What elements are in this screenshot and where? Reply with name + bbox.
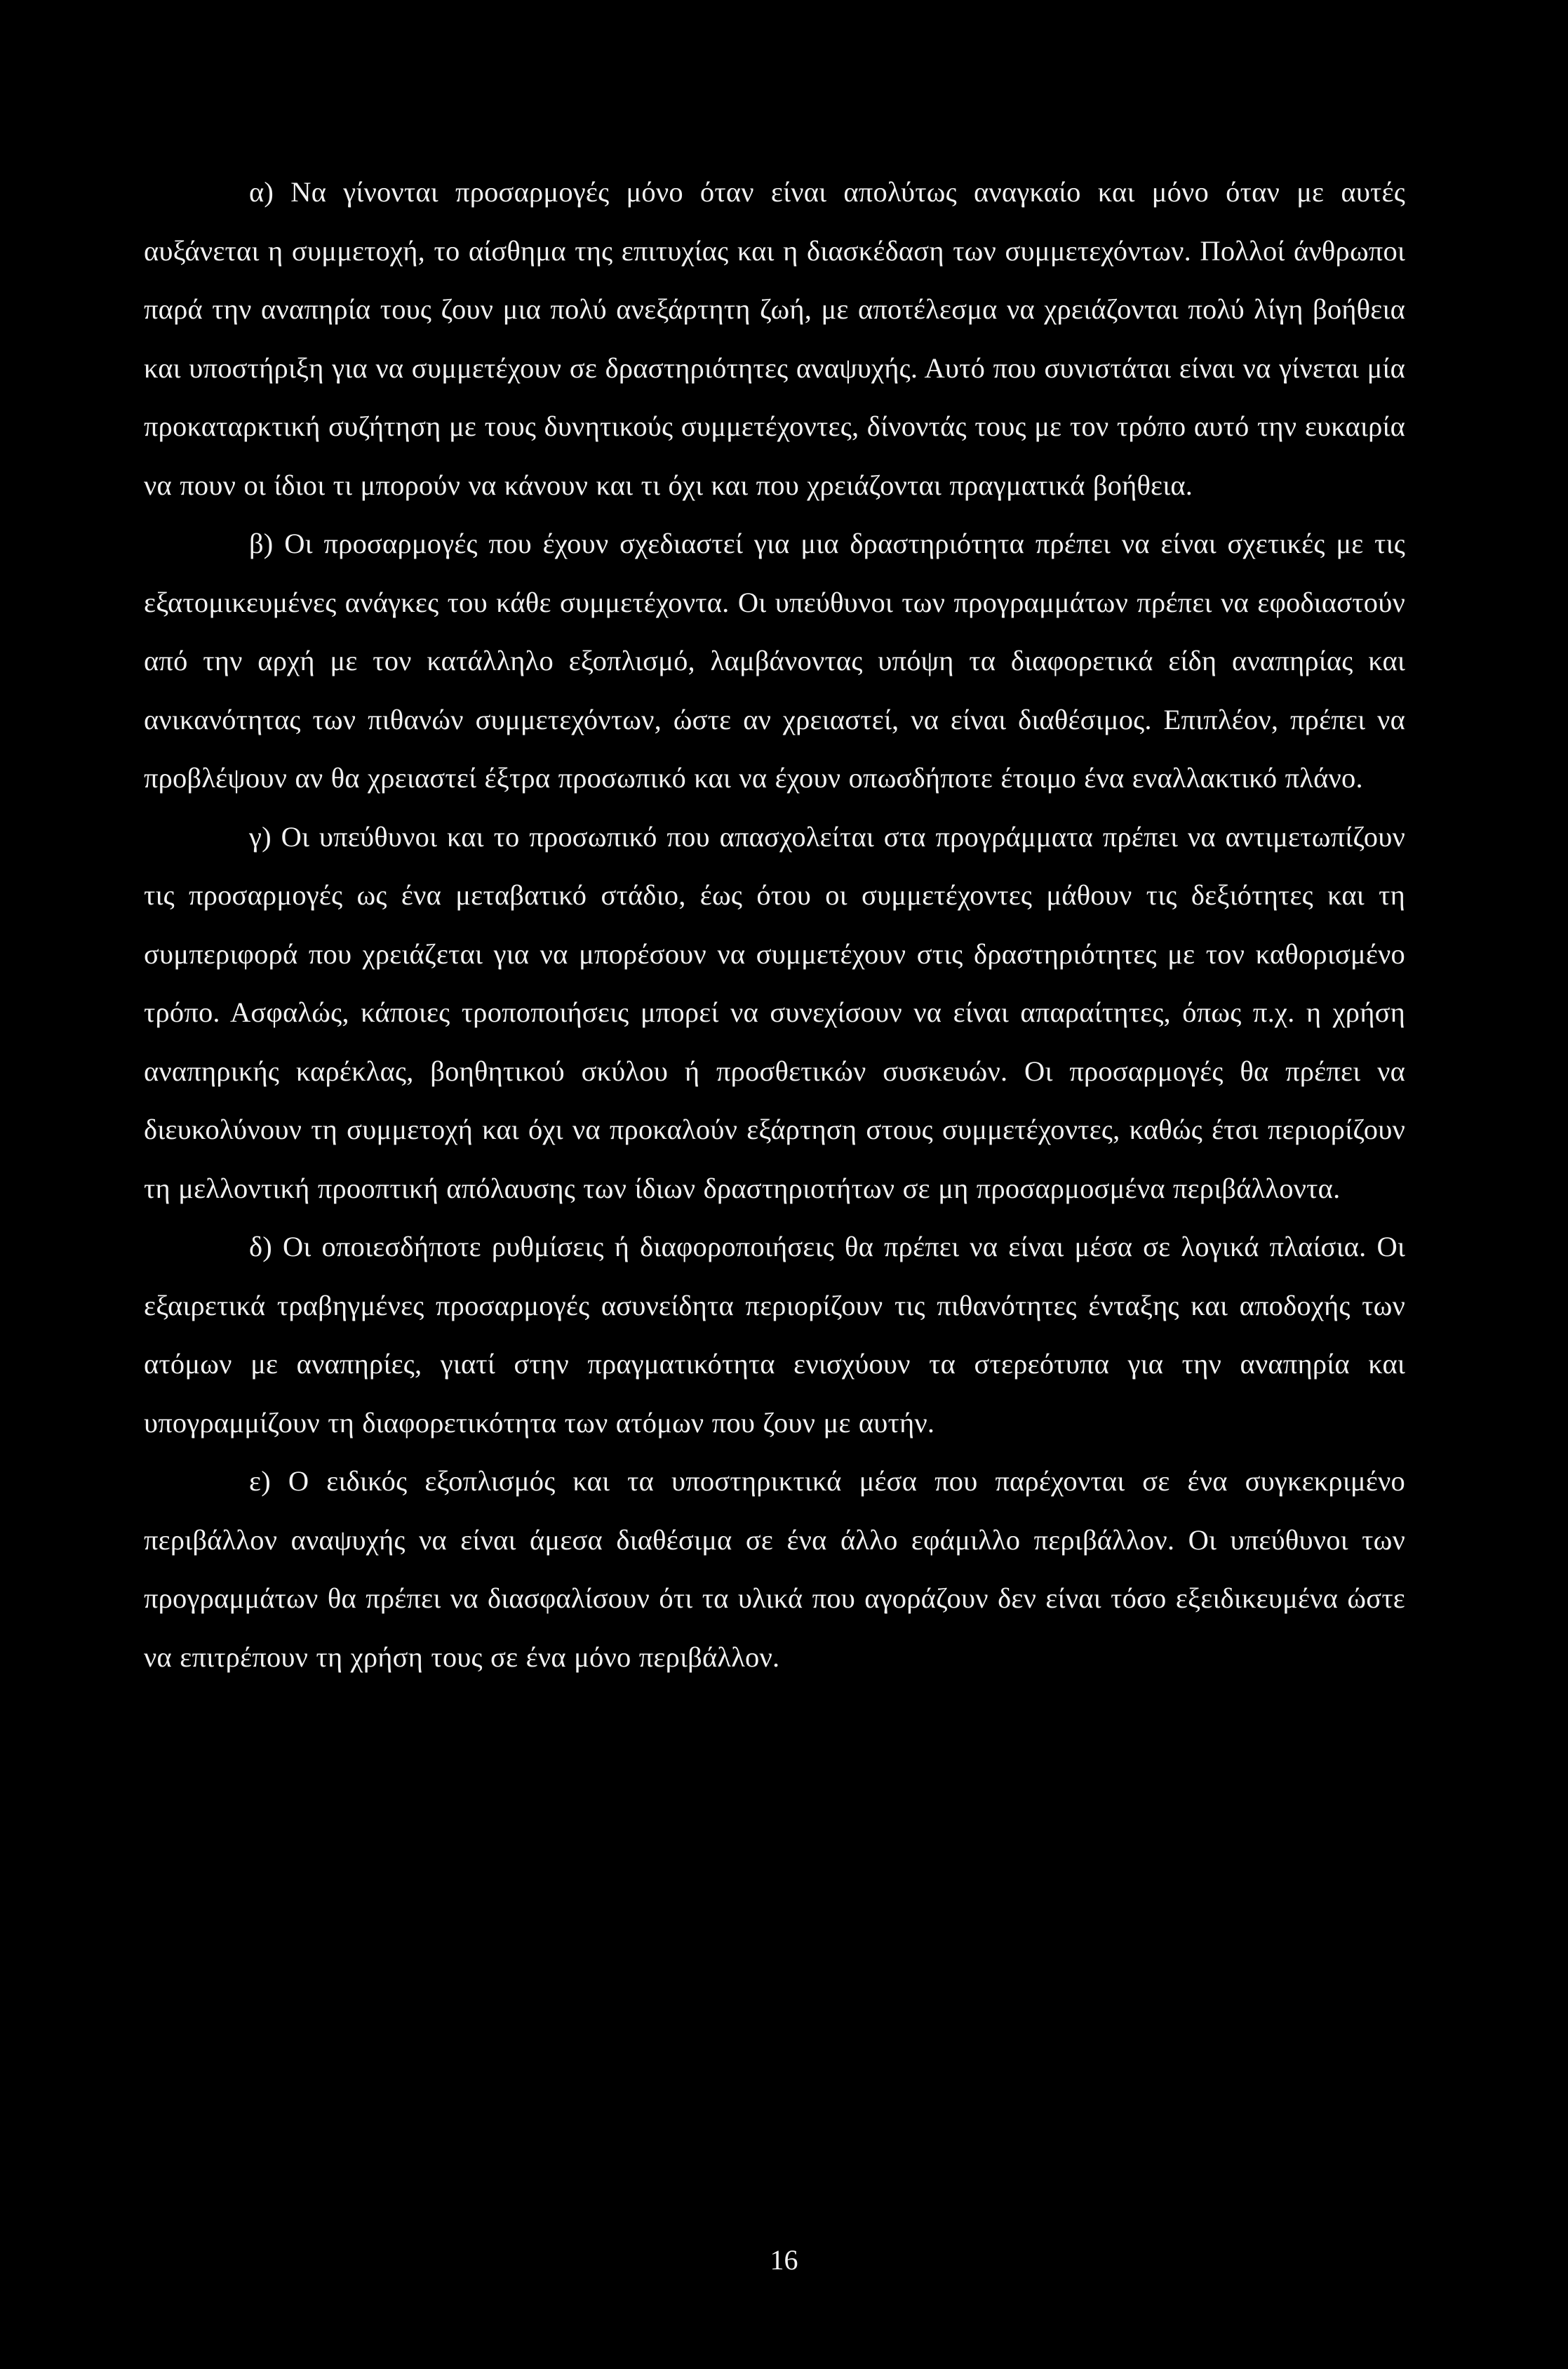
paragraph-gamma: γ) Οι υπεύθυνοι και το προσωπικό που απασχολείται στα προγράμματα πρέπει να αντιμετωπίζουν τις προσαρμογές ως ένα μεταβατικό στάδιο, έως ότου οι συμμετέχοντες μάθουν τις δεξιότητες και τη συμπεριφορά που χρειάζεται για να μπορέσουν να συμμετέχουν στις δραστηριότητες με τον καθορισμένο τρόπο. Ασφαλώς, κάποιες τροποποιήσεις μπορεί να συνεχίσουν να είναι απαραίτητες, όπως π.χ. η χρήση αναπηρικής καρέκλας, βοηθητικού σκύλου ή προσθετικών συσκευών. Οι προσαρμογές θα πρέπει να διευκολύνουν τη συμμετοχή και όχι να προκαλούν εξάρτηση στους συμμετέχοντες, καθώς έτσι περιορίζουν τη μελλοντική προοπτική απόλαυσης των ίδιων δραστηριοτήτων σε μη προσαρμοσμένα περιβάλλοντα. — [144, 820, 1405, 1204]
paragraph-epsilon: ε) Ο ειδικός εξοπλισμός και τα υποστηρικτικά μέσα που παρέχονται σε ένα συγκεκριμένο περιβάλλον αναψυχής να είναι άμεσα διαθέσιμα σε ένα άλλο εφάμιλλο περιβάλλον. Οι υπεύθυνοι των προγραμμάτων θα πρέπει να διασφαλίσουν ότι τα υλικά που αγοράζουν δεν είναι τόσο εξειδικευμένα ώστε να επιτρέπουν τη χρήση τους σε ένα μόνο περιβάλλον. — [144, 1465, 1405, 1673]
page-number: 16 — [770, 2244, 798, 2276]
document-body — [144, 163, 1405, 1686]
paragraph-alpha: α) Να γίνονται προσαρμογές μόνο όταν είναι απολύτως αναγκαίο και μόνο όταν με αυτές αυξάνεται η συμμετοχή, το αίσθημα της επιτυχίας και η διασκέδαση των συμμετεχόντων. Πολλοί άνθρωποι παρά την αναπηρία τους ζουν μια πολύ ανεξάρτητη ζωή, με αποτέλεσμα να χρειάζονται πολύ λίγη βοήθεια και υποστήριξη για να συμμετέχουν σε δραστηριότητες αναψυχής. Αυτό που συνιστάται είναι να γίνεται μία προκαταρκτική συζήτηση με τους δυνητικούς συμμετέχοντες, δίνοντάς τους με τον τρόπο αυτό την ευκαιρία να πουν οι ίδιοι τι μπορούν να κάνουν και τι όχι και που χρειάζονται πραγματικά βοήθεια. — [144, 176, 1405, 501]
paragraph-beta: β) Οι προσαρμογές που έχουν σχεδιαστεί για μια δραστηριότητα πρέπει να είναι σχετικές με τις εξατομικευμένες ανάγκες του κάθε συμμετέχοντα. Οι υπεύθυνοι των προγραμμάτων πρέπει να εφοδιαστούν από την αρχή με τον κατάλληλο εξοπλισμό, λαμβάνοντας υπόψη τα διαφορετικά είδη αναπηρίας και ανικανότητας των πιθανών συμμετεχόντων, ώστε αν χρειαστεί, να είναι διαθέσιμος. Επιπλέον, πρέπει να προβλέψουν αν θα χρειαστεί έξτρα προσωπικό και να έχουν οπωσδήποτε έτοιμο ένα εναλλακτικό πλάνο. — [144, 528, 1405, 794]
paragraph-delta: δ) Οι οποιεσδήποτε ρυθμίσεις ή διαφοροποιήσεις θα πρέπει να είναι μέσα σε λογικά πλαίσια. Οι εξαιρετικά τραβηγμένες προσαρμογές ασυνείδητα περιορίζουν τις πιθανότητες ένταξης και αποδοχής των ατόμων με αναπηρίες, γιατί στην πραγματικότητα ενισχύουν τα στερεότυπα για την αναπηρία και υπογραμμίζουν τη διαφορετικότητα των ατόμων που ζουν με αυτήν. — [144, 1231, 1405, 1439]
